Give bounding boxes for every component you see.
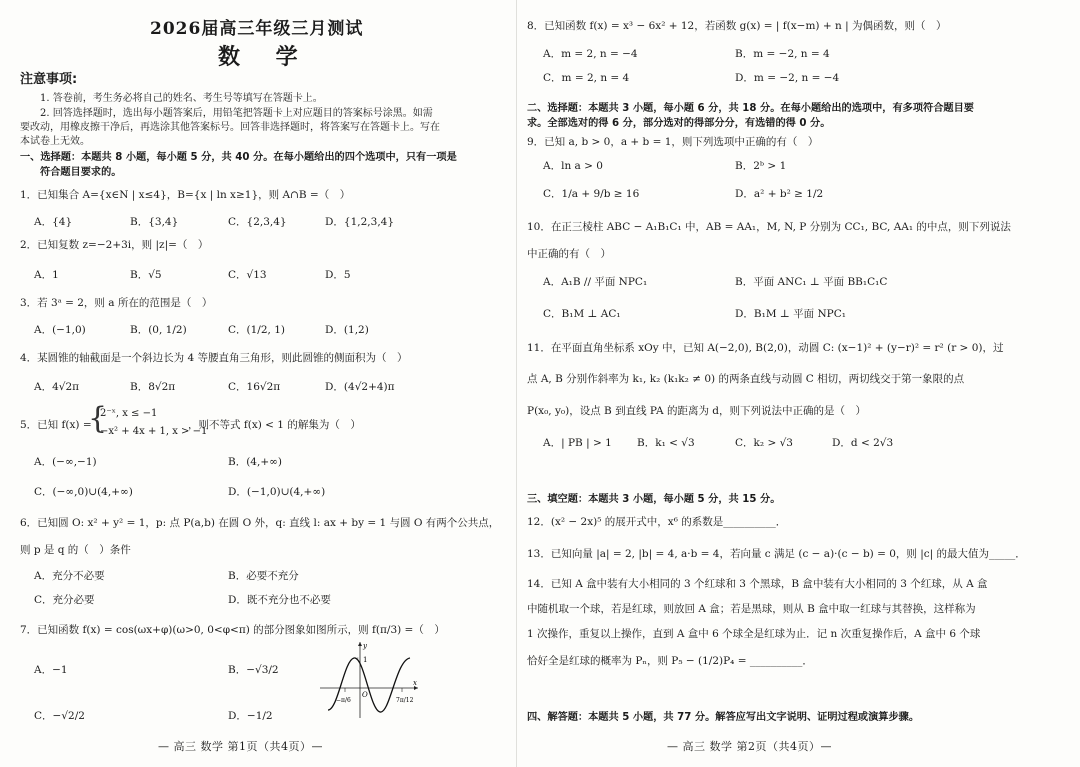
graph-origin: O (362, 691, 368, 699)
question-12: 12．(x² − 2x)⁵ 的展开式中，x⁶ 的系数是__________． (527, 516, 787, 528)
notice-line: 要改动，用橡皮擦干净后，再选涂其他答案标号。回答非选择题时，将答案写在答题卡上。写在 (20, 122, 440, 133)
question-14-cont-3: 恰好全是红球的概率为 Pₙ，则 P₅ − (1/2)P₄ = __________． (527, 655, 813, 667)
page-1 (0, 0, 516, 767)
notice-line: 2. 回答选择题时，选出每小题答案后，用铅笔把答题卡上对应题目的答案标号涂黑。如需 (40, 108, 433, 119)
q1-option-d: D．{1,2,3,4} (325, 216, 395, 228)
graph-neg-tick: −π/6 (336, 697, 351, 704)
question-14-cont-2: 1 次操作，重复以上操作，直到 A 盒中 6 个球全是红球为止．记 n 次重复操作后，A 盒中 6 个球 (527, 628, 981, 640)
question-14-cont: 中随机取一个球，若是红球，则放回 A 盒；若是黑球，则从 B 盒中取一红球与其替换，这样称为 (527, 603, 976, 615)
question-11-cont: 点 A, B 分别作斜率为 k₁, k₂ (k₁k₂ ≠ 0) 的两条直线与动圆 C 相切，两切线交于第一象限的点 (527, 373, 965, 385)
q9-option-c: C．1/a + 9/b ≥ 16 (543, 188, 640, 200)
question-6: 6．已知圆 O: x² + y² = 1，p: 点 P(a,b) 在圆 O 外，q: 直线 l: ax + by = 1 与圆 O 有两个公共点， (20, 517, 500, 529)
q5-option-b: B．(4,+∞) (228, 456, 282, 468)
q5-option-c: C．(−∞,0)∪(4,+∞) (34, 486, 133, 498)
graph-x: x (413, 679, 417, 687)
q10-option-c: C．B₁M ⊥ AC₁ (543, 308, 621, 320)
q8-option-d: D．m = −2, n = −4 (735, 72, 840, 84)
section-1-heading: 一、选择题：本题共 8 小题，每小题 5 分，共 40 分。在每小题给出的四个选项中，只有一项是 (20, 152, 457, 163)
q2-option-a: A．1 (34, 269, 59, 281)
q3-option-a: A．(−1,0) (34, 324, 86, 336)
notice-line: 本试卷上无效。 (20, 136, 90, 147)
q10-option-d: D．B₁M ⊥ 平面 NPC₁ (735, 308, 846, 320)
q3-option-c: C．(1/2, 1) (228, 324, 285, 336)
notice-title: 注意事项: (20, 72, 78, 87)
q11-option-c: C．k₂ > √3 (735, 437, 793, 449)
q8-option-a: A．m = 2, n = −4 (543, 48, 638, 60)
section-2-heading-cont: 求。全部选对的得 6 分，部分选对的得部分分，有选错的得 0 分。 (527, 118, 831, 129)
q8-option-c: C．m = 2, n = 4 (543, 72, 630, 84)
graph-y-1: 1 (363, 656, 368, 664)
q4-option-c: C．16√2π (228, 381, 281, 393)
q7-function-graph (320, 640, 420, 720)
page-1-footer: — 高三 数学 第1页（共4页）— (158, 740, 323, 753)
q6-option-d: D．既不充分也不必要 (228, 594, 331, 606)
question-1: 1．已知集合 A={x∈N | x≤4}，B={x | ln x≥1}，则 A∩B =（ ） (20, 189, 351, 201)
q7-option-d: D．−1/2 (228, 710, 273, 722)
q5-case-2: −x² + 4x + 1, x > −1 (100, 426, 208, 437)
q1-option-a: A．{4} (34, 216, 73, 228)
question-7: 7．已知函数 f(x) = cos(ωx+φ)(ω>0, 0<φ<π) 的部分图象如图所示，则 f(π/3) =（ ） (20, 624, 445, 636)
q9-option-a: A．ln a > 0 (543, 160, 603, 172)
q5-option-a: A．(−∞,−1) (34, 456, 97, 468)
q6-option-a: A．充分不必要 (34, 570, 105, 582)
question-5-prefix: 5．已知 f(x) = (20, 419, 92, 431)
q6-option-c: C．充分必要 (34, 594, 95, 606)
question-10-cont: 中正确的有（ ） (527, 248, 611, 260)
question-14: 14．已知 A 盒中装有大小相同的 3 个红球和 3 个黑球，B 盒中装有大小相同的 3 个红球，从 A 盒 (527, 578, 988, 590)
section-2-heading: 二、选择题：本题共 3 小题，每小题 6 分，共 18 分。在每小题给出的选项中，有多项符合题目要 (527, 103, 974, 114)
q11-option-a: A．| PB | > 1 (543, 437, 612, 449)
q3-option-b: B．(0, 1/2) (130, 324, 187, 336)
q8-option-b: B．m = −2, n = 4 (735, 48, 830, 60)
notice-line: 1. 答卷前，考生务必将自己的姓名、考生号等填写在答题卡上。 (40, 93, 323, 104)
question-13: 13．已知向量 |a| = 2, |b| = 4, a·b = 4，若向量 c 满足 (c − a)·(c − b) = 0，则 |c| 的最大值为_____． (527, 548, 1026, 560)
question-4: 4．某圆锥的轴截面是一个斜边长为 4 等腰直角三角形，则此圆锥的侧面积为（ ） (20, 352, 408, 364)
question-2: 2．已知复数 z=−2+3i，则 |z|=（ ） (20, 239, 209, 251)
exam-title: 2026届高三年级三月测试 (150, 19, 364, 39)
question-11-cont-2: P(x₀, y₀)，设点 B 到直线 PA 的距离为 d，则下列说法中正确的是（ ） (527, 405, 867, 417)
q6-option-b: B．必要不充分 (228, 570, 299, 582)
q11-option-d: D．d < 2√3 (832, 437, 894, 449)
q3-option-d: D．(1,2) (325, 324, 369, 336)
question-5-suffix: ，则不等式 f(x) < 1 的解集为（ ） (188, 419, 361, 431)
q7-option-a: A．−1 (34, 664, 68, 676)
graph-y: y (363, 642, 367, 650)
question-3: 3．若 3ᵃ = 2，则 a 所在的范围是（ ） (20, 297, 213, 309)
q7-option-b: B．−√3/2 (228, 664, 279, 676)
q11-option-b: B．k₁ < √3 (637, 437, 695, 449)
page-2-footer: — 高三 数学 第2页（共4页）— (667, 740, 832, 753)
q2-option-b: B．√5 (130, 269, 162, 281)
q5-case-1: 2⁻ˣ, x ≤ −1 (100, 408, 158, 419)
q10-option-b: B．平面 ANC₁ ⊥ 平面 BB₁C₁C (735, 276, 888, 288)
q4-option-d: D．(4√2+4)π (325, 381, 395, 393)
graph-pos-tick: 7π/12 (396, 697, 414, 704)
q5-option-d: D．(−1,0)∪(4,+∞) (228, 486, 326, 498)
q5-brace: { (88, 401, 108, 436)
q4-option-b: B．8√2π (130, 381, 176, 393)
section-4-heading: 四、解答题：本题共 5 小题，共 77 分。解答应写出文字说明、证明过程或演算步骤。 (527, 712, 920, 723)
exam-subject: 数 学 (218, 44, 312, 70)
q10-option-a: A．A₁B // 平面 NPC₁ (543, 276, 648, 288)
question-6-cont: 则 p 是 q 的（ ）条件 (20, 544, 131, 556)
q4-option-a: A．4√2π (34, 381, 80, 393)
question-9: 9．已知 a, b > 0，a + b = 1，则下列选项中正确的有（ ） (527, 136, 819, 148)
q7-option-c: C．−√2/2 (34, 710, 85, 722)
section-1-heading-cont: 符合题目要求的。 (40, 167, 122, 178)
q9-option-b: B．2ᵇ > 1 (735, 160, 787, 172)
q2-option-c: C．√13 (228, 269, 267, 281)
question-8: 8．已知函数 f(x) = x³ − 6x² + 12，若函数 g(x) = | f(x−m) + n | 为偶函数，则（ ） (527, 20, 947, 32)
q2-option-d: D．5 (325, 269, 351, 281)
section-3-heading: 三、填空题：本题共 3 小题，每小题 5 分，共 15 分。 (527, 494, 781, 505)
question-11: 11．在平面直角坐标系 xOy 中，已知 A(−2,0), B(2,0)，动圆 C: (x−1)² + (y−r)² = r² (r > 0)，过 (527, 342, 1004, 354)
q1-option-b: B．{3,4} (130, 216, 179, 228)
q1-option-c: C．{2,3,4} (228, 216, 287, 228)
q9-option-d: D．a² + b² ≥ 1/2 (735, 188, 824, 200)
question-10: 10．在正三棱柱 ABC − A₁B₁C₁ 中，AB = AA₁，M, N, P 分别为 CC₁, BC, AA₁ 的中点，则下列说法 (527, 221, 1011, 233)
page-2 (517, 0, 1080, 767)
